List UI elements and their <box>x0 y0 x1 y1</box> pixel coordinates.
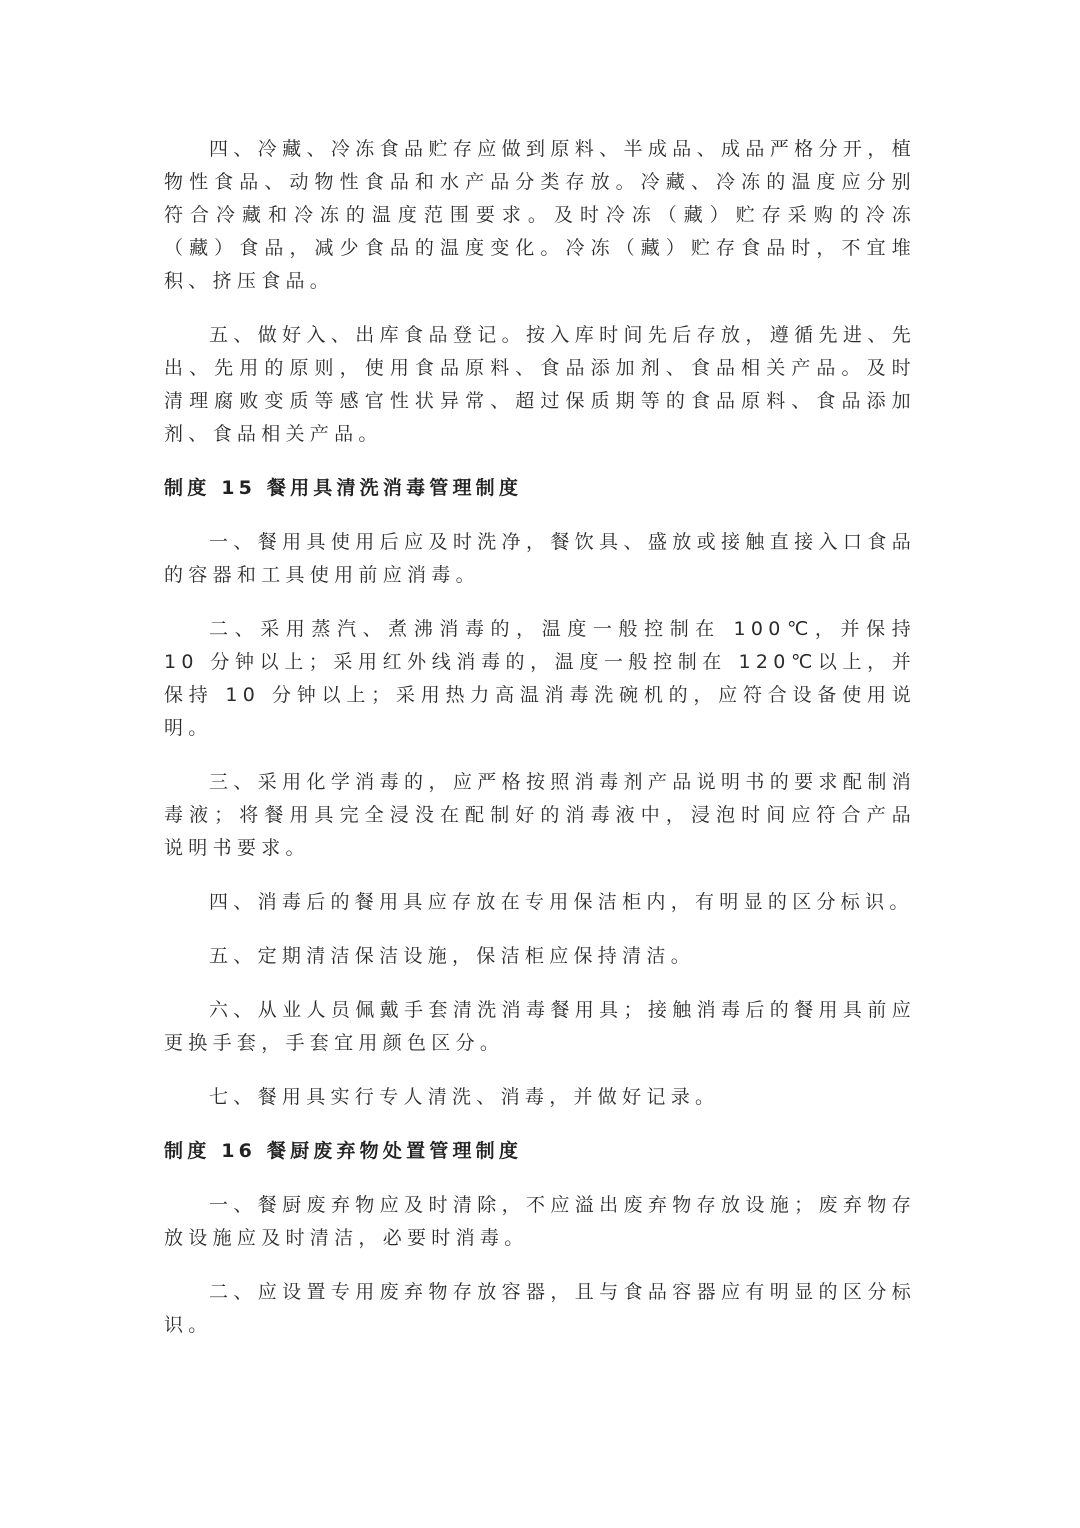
paragraph-15-3: 三、采用化学消毒的，应严格按照消毒剂产品说明书的要求配制消毒液；将餐用具完全浸没在配制好的消毒液中，浸泡时间应符合产品说明书要求。 <box>164 771 916 859</box>
paragraph-16-2: 二、应设置专用废弃物存放容器，且与食品容器应有明显的区分标识。 <box>164 1281 916 1336</box>
paragraph-storage-registration: 五、做好入、出库食品登记。按入库时间先后存放，遵循先进、先出、先用的原则，使用食品原料、食品添加剂、食品相关产品。及时清理腐败变质等感官性状异常、超过保质期等的食品原料、食品添加剂、食品相关产品。 <box>164 324 916 445</box>
paragraph-15-6: 六、从业人员佩戴手套清洗消毒餐用具；接触消毒后的餐用具前应更换手套，手套宜用颜色区分。 <box>164 999 916 1054</box>
paragraph-15-7: 七、餐用具实行专人清洗、消毒，并做好记录。 <box>209 1086 720 1108</box>
paragraph-15-4: 四、消毒后的餐用具应存放在专用保洁柜内，有明显的区分标识。 <box>209 891 914 913</box>
paragraph-15-5: 五、定期清洁保洁设施，保洁柜应保持清洁。 <box>209 945 696 967</box>
paragraph-16-1: 一、餐厨废弃物应及时清除，不应溢出废弃物存放设施；废弃物存放设施应及时清洁，必要时消毒。 <box>164 1194 916 1249</box>
section-heading-16: 制度 16 餐厨废弃物处置管理制度 <box>164 1140 523 1162</box>
paragraph-storage-separation: 四、冷藏、冷冻食品贮存应做到原料、半成品、成品严格分开，植物性食品、动物性食品和水产品分类存放。冷藏、冷冻的温度应分别符合冷藏和冷冻的温度范围要求。及时冷冻（藏）贮存采购的冷冻（藏）食品，减少食品的温度变化。冷冻（藏）贮存食品时，不宜堆积、挤压食品。 <box>164 138 916 292</box>
section-heading-15: 制度 15 餐用具清洗消毒管理制度 <box>164 477 523 499</box>
document-page <box>164 133 916 1363</box>
paragraph-15-1: 一、餐用具使用后应及时洗净，餐饮具、盛放或接触直接入口食品的容器和工具使用前应消毒。 <box>164 531 916 586</box>
paragraph-15-2: 二、采用蒸汽、煮沸消毒的，温度一般控制在 100℃，并保持 10 分钟以上；采用红外线消毒的，温度一般控制在 120℃以上，并保持 10 分钟以上；采用热力高温消毒洗碗机的，应符合设备使用说明。 <box>164 618 916 739</box>
